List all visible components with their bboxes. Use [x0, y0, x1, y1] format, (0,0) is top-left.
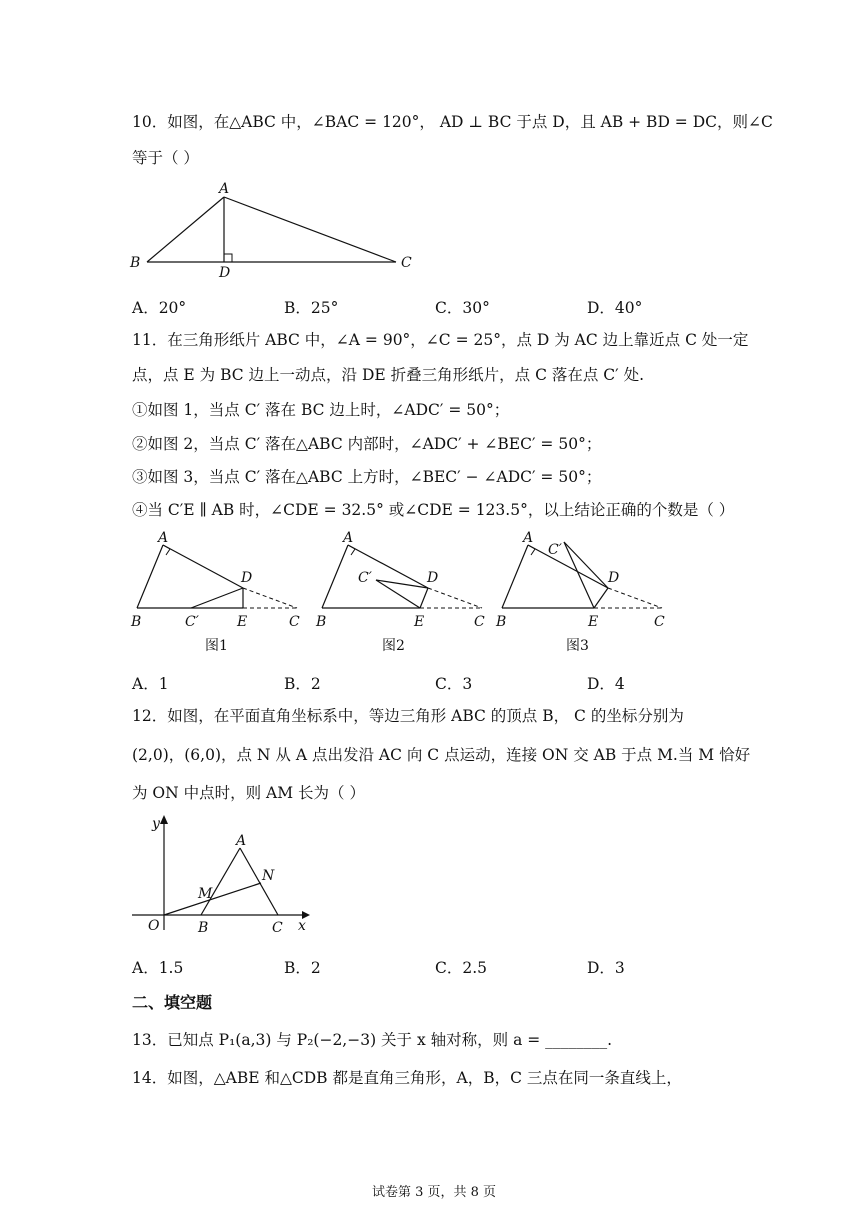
fig2-label-e: E [414, 614, 425, 630]
fig1-label-cprime: C′ [185, 614, 199, 630]
fig3-label-cprime: C′ [548, 542, 562, 558]
q12-label-n: N [262, 868, 275, 884]
q11-option-a[interactable]: A．1 [132, 675, 169, 693]
fig1-label-e: E [237, 614, 248, 630]
fig3-label-e: E [588, 614, 599, 630]
q12-stem-line3: 为 ON 中点时，则 AM 长为（ ） [132, 784, 365, 802]
q12-option-c[interactable]: C．2.5 [435, 959, 488, 977]
fig2-label-d: D [427, 570, 439, 586]
q11-option-c[interactable]: C．3 [435, 675, 473, 693]
q12-stem-line1: 12．如图，在平面直角坐标系中，等边三角形 ABC 的顶点 B， C 的坐标分别为 [132, 707, 684, 725]
q10-label-a: A [219, 181, 230, 197]
q11-statement-1: ①如图 1，当点 C′ 落在 BC 边上时，∠ADC′ = 50°； [132, 401, 510, 419]
q12-label-a: A [236, 833, 247, 849]
fig2-label-cprime: C′ [358, 570, 372, 586]
fig2-label-a: A [343, 530, 354, 546]
q12-axis-y: y [152, 816, 160, 832]
q12-label-c: C [272, 920, 283, 936]
fig1-label-a: A [158, 530, 169, 546]
q11-figure-3 [490, 530, 680, 660]
q14-stem: 14．如图，△ABE 和△CDB 都是直角三角形，A，B，C 三点在同一条直线上， [132, 1069, 682, 1087]
fig1-caption: 图1 [205, 638, 228, 654]
page-footer: 试卷第 3 页，共 8 页 [371, 1185, 497, 1200]
fig3-label-b: B [496, 614, 507, 630]
q11-option-d[interactable]: D．4 [587, 675, 625, 693]
fig3-caption: 图3 [566, 638, 589, 654]
q11-statement-2: ②如图 2，当点 C′ 落在△ABC 内部时，∠ADC′ + ∠BEC′ = 50°； [132, 435, 602, 453]
q10-option-a[interactable]: A．20° [132, 299, 187, 317]
fig3-label-c: C [654, 614, 665, 630]
q11-option-b[interactable]: B．2 [284, 675, 321, 693]
fig1-label-d: D [241, 570, 253, 586]
q11-stem-line2: 点，点 E 为 BC 边上一动点，沿 DE 折叠三角形纸片，点 C 落在点 C′ 处. [132, 366, 645, 384]
q10-stem-line1: 10．如图，在△ABC 中，∠BAC = 120°， AD ⊥ BC 于点 D，且 AB + BD = DC，则∠C [132, 113, 773, 131]
fig1-label-b: B [131, 614, 142, 630]
q11-figure-2 [310, 530, 500, 660]
q12-label-o: O [148, 918, 160, 934]
q10-option-c[interactable]: C．30° [435, 299, 490, 317]
q11-figure-1 [125, 530, 315, 660]
fig2-label-c: C [474, 614, 485, 630]
q12-axis-x: x [298, 918, 306, 934]
q10-figure [120, 175, 420, 285]
fig3-label-d: D [608, 570, 620, 586]
q10-label-c: C [401, 255, 412, 271]
q10-stem-line2: 等于（ ） [132, 149, 199, 167]
q11-statement-3: ③如图 3，当点 C′ 落在△ABC 上方时，∠BEC′ − ∠ADC′ = 50°； [132, 468, 602, 486]
q13-stem: 13．已知点 P₁(a,3) 与 P₂(−2,−3) 关于 x 轴对称，则 a = ________. [132, 1031, 613, 1049]
fig2-label-b: B [316, 614, 327, 630]
q12-option-d[interactable]: D．3 [587, 959, 625, 977]
q12-stem-line2: (2,0)，(6,0)，点 N 从 A 点出发沿 AC 向 C 点运动，连接 ON 交 AB 于点 M.当 M 恰好 [132, 746, 751, 764]
q12-label-m: M [198, 886, 213, 902]
fig1-label-c: C [289, 614, 300, 630]
q11-stem-line1: 11．在三角形纸片 ABC 中，∠A = 90°，∠C = 25°，点 D 为 AC 边上靠近点 C 处一定 [132, 331, 749, 349]
fig2-caption: 图2 [382, 638, 405, 654]
q10-option-d[interactable]: D．40° [587, 299, 643, 317]
q11-statement-4: ④当 C′E ∥ AB 时，∠CDE = 32.5° 或∠CDE = 123.5°，以上结论正确的个数是（ ） [132, 501, 735, 519]
fig3-label-a: A [523, 530, 534, 546]
q12-label-b: B [198, 920, 209, 936]
q10-label-b: B [130, 255, 141, 271]
q10-option-b[interactable]: B．25° [284, 299, 339, 317]
q12-figure [128, 812, 318, 937]
section-fill-in-heading: 二、填空题 [132, 993, 213, 1012]
q12-option-b[interactable]: B．2 [284, 959, 321, 977]
q10-label-d: D [219, 265, 231, 281]
q12-option-a[interactable]: A．1.5 [132, 959, 184, 977]
